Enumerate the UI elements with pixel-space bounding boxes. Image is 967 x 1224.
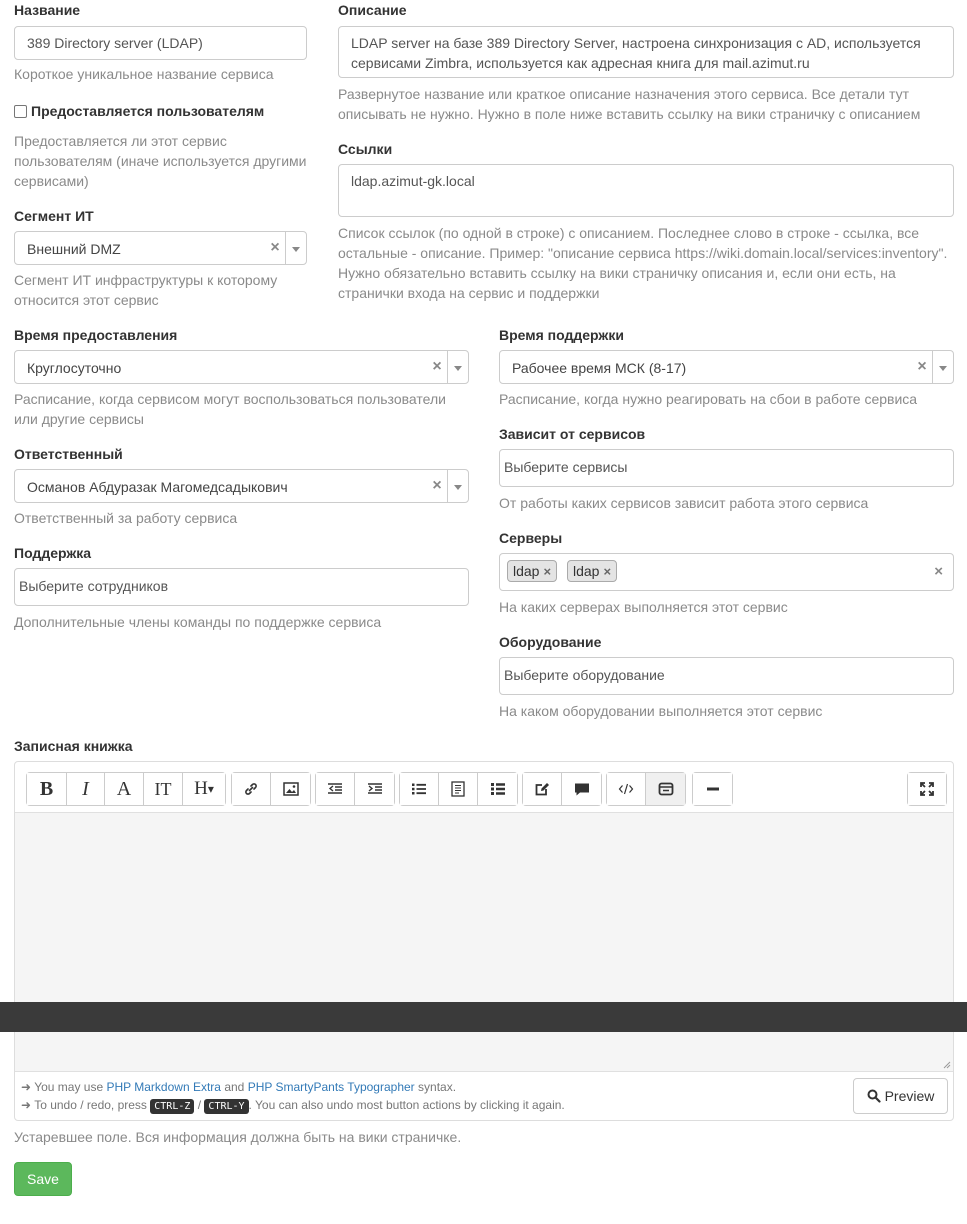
- name-hint: Короткое уникальное название сервиса: [14, 66, 274, 82]
- image-icon: [283, 782, 299, 796]
- server-tag[interactable]: [507, 560, 557, 582]
- servers-label: Серверы: [499, 530, 563, 546]
- toolbar-group-lists: [399, 772, 518, 806]
- save-label: Save: [27, 1171, 59, 1187]
- links-hint-2: остальные - описание. Пример: "описание сервиса https://wiki.domain.local/services:inventory".: [338, 245, 948, 261]
- notebook-hint: Устаревшее поле. Вся информация должна быть на вики страничке.: [14, 1129, 462, 1145]
- support-time-value: Рабочее время МСК (8-17): [512, 360, 687, 376]
- minus-icon: [706, 787, 720, 791]
- server-tag-label: ldap: [573, 563, 600, 579]
- toolbar-group-hr: [692, 772, 733, 806]
- footer-text: . You can also undo most button actions by clicking it again.: [248, 1098, 565, 1112]
- link-icon: [243, 781, 259, 797]
- servers-hint: На каких серверах выполняется этот сервис: [499, 599, 788, 615]
- equipment-placeholder: Выберите оборудование: [504, 667, 665, 683]
- responsible-select[interactable]: [14, 469, 469, 503]
- name-value: 389 Directory server (LDAP): [27, 35, 203, 51]
- numbered-list-button[interactable]: [439, 773, 478, 805]
- provision-time-label: Время предоставления: [14, 327, 178, 343]
- link-button[interactable]: [232, 773, 271, 805]
- depends-on-label: Зависит от сервисов: [499, 426, 646, 442]
- responsible-hint: Ответственный за работу сервиса: [14, 510, 238, 526]
- provision-time-select[interactable]: [14, 350, 469, 384]
- remove-tag-icon[interactable]: ×: [543, 564, 552, 579]
- server-tag-label: ldap: [513, 563, 540, 579]
- comment-icon: [574, 782, 590, 797]
- bullet-list-button[interactable]: [400, 773, 439, 805]
- links-value: ldap.azimut-gk.local: [351, 173, 475, 189]
- provision-time-chevron-down-icon[interactable]: [454, 366, 462, 371]
- support-multiselect[interactable]: [14, 568, 469, 606]
- checklist-icon: [490, 782, 506, 796]
- toolbar-group-misc: [522, 772, 602, 806]
- footer-text: To undo / redo, press: [34, 1098, 147, 1112]
- provided-to-users-checkbox[interactable]: [14, 105, 27, 118]
- code-icon: [618, 783, 634, 795]
- italic-button[interactable]: I: [67, 773, 105, 805]
- indent-icon: [367, 782, 383, 796]
- arrow-right-icon: ➜: [21, 1098, 32, 1112]
- equipment-label: Оборудование: [499, 634, 602, 650]
- segment-chevron-down-icon[interactable]: [292, 247, 300, 252]
- links-label: Ссылки: [338, 141, 393, 157]
- name-input[interactable]: [14, 26, 307, 60]
- image-button[interactable]: [271, 773, 310, 805]
- toolbar-group-code: [606, 772, 686, 806]
- ctrl-y-key: CTRL-Y: [204, 1099, 248, 1114]
- fullscreen-button[interactable]: [908, 773, 946, 805]
- responsible-label: Ответственный: [14, 446, 123, 462]
- editor-footer-line-2: [21, 1096, 565, 1114]
- links-textarea[interactable]: [338, 164, 954, 217]
- smartypants-link[interactable]: PHP SmartyPants Typographer: [247, 1080, 415, 1094]
- numbered-list-icon: [450, 781, 466, 797]
- support-placeholder: Выберите сотрудников: [19, 578, 169, 594]
- links-hint-3: Нужно обязательно вставить ссылку на вики страничку описания и, если они есть, на: [338, 265, 896, 281]
- code-button[interactable]: [607, 773, 646, 805]
- description-textarea[interactable]: [338, 26, 954, 78]
- segment-value: Внешний DMZ: [27, 241, 121, 257]
- segment-select[interactable]: [14, 231, 307, 265]
- depends-on-placeholder: Выберите сервисы: [504, 459, 628, 475]
- toolbar-group-indent: [315, 772, 395, 806]
- footer-text: /: [197, 1098, 202, 1112]
- footer-text: and: [224, 1080, 245, 1094]
- toolbar-group-fullscreen: [907, 772, 947, 806]
- equipment-hint: На каком оборудовании выполняется этот сервис: [499, 703, 823, 719]
- provided-to-users-checkbox-row[interactable]: [14, 101, 264, 121]
- font-button[interactable]: A: [105, 773, 144, 805]
- bold-button[interactable]: B: [27, 773, 67, 805]
- resize-handle-icon: [941, 1059, 951, 1069]
- code-block-icon: [658, 782, 674, 796]
- provision-time-value: Круглосуточно: [27, 360, 122, 376]
- overlay-bar: [0, 1002, 967, 1032]
- description-value-line-1: LDAP server на базе 389 Directory Server, настроена синхронизация с AD, используется: [351, 35, 921, 51]
- footer-text: You may use: [34, 1080, 104, 1094]
- responsible-chevron-down-icon[interactable]: [454, 485, 462, 490]
- segment-divider: [285, 232, 286, 264]
- markdown-textarea[interactable]: [15, 812, 953, 1072]
- preview-button[interactable]: [853, 1078, 948, 1114]
- provided-to-users-hint-2: пользователям (иначе используется другими: [14, 153, 307, 169]
- links-hint-1: Список ссылок (по одной в строке) с описанием. Последнее слово в строке - ссылка, все: [338, 225, 920, 241]
- responsible-value: Османов Абдуразак Магомедсадыкович: [27, 479, 288, 495]
- heading-dropdown-button[interactable]: H ▾: [183, 773, 225, 805]
- edit-button[interactable]: [523, 773, 562, 805]
- text-height-button[interactable]: IT: [144, 773, 183, 805]
- segment-label: Сегмент ИТ: [14, 208, 94, 224]
- horizontal-rule-button[interactable]: [693, 773, 732, 805]
- provided-to-users-hint-1: Предоставляется ли этот сервис: [14, 133, 227, 149]
- responsible-divider: [447, 470, 448, 502]
- toolbar-group-insert: [231, 772, 311, 806]
- links-hint-4: странички входа на сервис и поддержки: [338, 285, 600, 301]
- footer-text: syntax.: [418, 1080, 457, 1094]
- description-value-line-2: сервисами Zimbra, используется как адресная книга для mail.azimut.ru: [351, 55, 810, 71]
- provision-time-divider: [447, 351, 448, 383]
- code-block-button[interactable]: [646, 773, 685, 805]
- fullscreen-icon: [919, 781, 935, 797]
- support-time-label: Время поддержки: [499, 327, 624, 343]
- provided-to-users-label: Предоставляется пользователям: [31, 103, 265, 119]
- segment-clear-icon[interactable]: ×: [270, 239, 280, 256]
- toolbar-group-text: [26, 772, 226, 806]
- outdent-button[interactable]: [316, 773, 355, 805]
- ctrl-z-key: CTRL-Z: [150, 1099, 194, 1114]
- bullet-list-icon: [411, 782, 427, 796]
- edit-icon: [534, 781, 550, 797]
- support-time-select[interactable]: [499, 350, 954, 384]
- search-icon: [867, 1089, 881, 1103]
- quote-button[interactable]: [562, 773, 601, 805]
- depends-on-multiselect[interactable]: [499, 449, 954, 487]
- support-hint: Дополнительные члены команды по поддержке сервиса: [14, 614, 382, 630]
- editor-footer-line-1: [21, 1079, 456, 1095]
- depends-on-hint: От работы каких сервисов зависит работа этого сервиса: [499, 495, 869, 511]
- support-time-hint: Расписание, когда нужно реагировать на сбои в работе сервиса: [499, 391, 918, 407]
- servers-multiselect[interactable]: [499, 553, 954, 591]
- indent-button[interactable]: [355, 773, 394, 805]
- provision-time-clear-icon[interactable]: ×: [432, 358, 442, 375]
- provision-time-hint-2: или другие сервисы: [14, 411, 144, 427]
- description-hint-2: описывать не нужно. Нужно в поле ниже вставить ссылку на вики страничку с описанием: [338, 106, 921, 122]
- support-time-chevron-down-icon[interactable]: [939, 366, 947, 371]
- support-time-divider: [932, 351, 933, 383]
- markdown-editor: [14, 761, 954, 1121]
- preview-label: Preview: [884, 1088, 935, 1104]
- save-button[interactable]: [14, 1162, 72, 1196]
- remove-tag-icon[interactable]: ×: [603, 564, 612, 579]
- support-time-clear-icon[interactable]: ×: [917, 358, 927, 375]
- provision-time-hint-1: Расписание, когда сервисом могут воспользоваться пользователи: [14, 391, 446, 407]
- segment-hint-2: относится этот сервис: [14, 292, 159, 308]
- description-label: Описание: [338, 2, 407, 18]
- provided-to-users-hint-3: сервисами): [14, 173, 89, 189]
- checklist-button[interactable]: [478, 773, 517, 805]
- notebook-label: Записная книжка: [14, 738, 133, 754]
- servers-clear-icon[interactable]: ×: [934, 563, 943, 580]
- server-tag[interactable]: [567, 560, 617, 582]
- support-label: Поддержка: [14, 545, 92, 561]
- description-hint-1: Развернутое название или краткое описание назначения этого сервиса. Все детали тут: [338, 86, 909, 102]
- name-label: Название: [14, 2, 81, 18]
- outdent-icon: [327, 782, 343, 796]
- segment-hint-1: Сегмент ИТ инфраструктуры к которому: [14, 272, 278, 288]
- equipment-multiselect[interactable]: [499, 657, 954, 695]
- caret-down-icon: ▾: [207, 781, 214, 796]
- markdown-extra-link[interactable]: PHP Markdown Extra: [106, 1080, 221, 1094]
- responsible-clear-icon[interactable]: ×: [432, 477, 442, 494]
- arrow-right-icon: ➜: [21, 1080, 32, 1094]
